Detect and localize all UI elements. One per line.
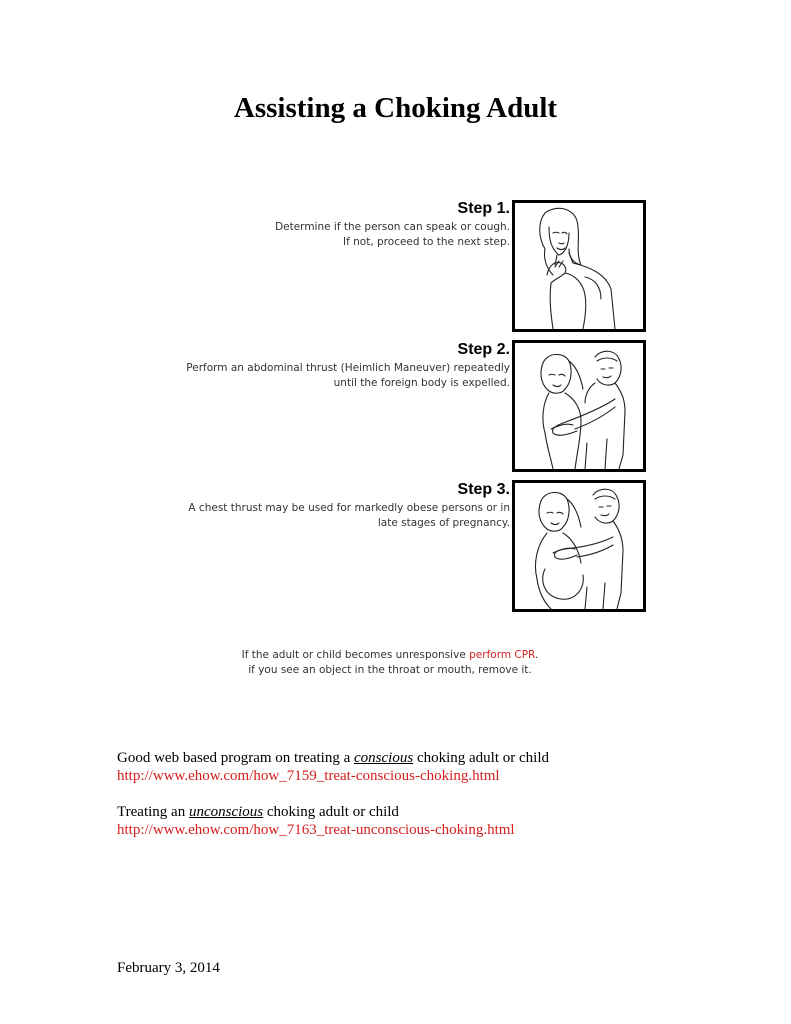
step-1-text [130, 200, 510, 250]
step-3-text [130, 481, 510, 531]
step-2-desc-line1: Perform an abdominal thrust (Heimlich Maneuver) repeatedly [186, 362, 510, 374]
resource-conscious-emphasis: conscious [354, 750, 414, 766]
resource-unconscious-prefix: Treating an [117, 804, 189, 820]
step-3-heading: Step 3. [457, 481, 510, 498]
step-1-desc-line2: If not, proceed to the next step. [343, 236, 510, 248]
perform-cpr-link[interactable]: perform CPR [469, 649, 535, 661]
step-3-desc-line2: late stages of pregnancy. [377, 517, 510, 529]
page-title: Assisting a Choking Adult [233, 92, 558, 124]
step-1-heading: Step 1. [457, 200, 510, 217]
resource-unconscious-suffix: choking adult or child [263, 804, 399, 820]
resource-conscious-link[interactable]: http://www.ehow.com/how_7159_treat-conscious-choking.html [117, 768, 500, 784]
footer-date: February 3, 2014 [117, 960, 220, 976]
step-1-desc-line1: Determine if the person can speak or cough. [275, 221, 510, 233]
resource-unconscious-emphasis: unconscious [188, 804, 264, 820]
step-1-illustration [512, 200, 646, 332]
step-2-illustration [512, 340, 646, 472]
resource-conscious-prefix: Good web based program on treating a [117, 750, 355, 766]
step-2-desc-line2: until the foreign body is expelled. [333, 377, 510, 389]
cpr-note-suffix: . [534, 649, 539, 661]
step-2-heading: Step 2. [457, 341, 510, 358]
cpr-note-line1 [0, 648, 780, 663]
step-2-text [130, 341, 510, 391]
resource-conscious-suffix: choking adult or child [413, 750, 549, 766]
cpr-note-prefix: If the adult or child becomes unresponsive [241, 649, 470, 661]
cpr-note [0, 648, 780, 678]
resource-conscious [117, 749, 549, 785]
resource-unconscious-link[interactable]: http://www.ehow.com/how_7163_treat-unconscious-choking.html [117, 822, 515, 838]
resource-unconscious-desc [117, 803, 515, 821]
step-3-illustration [512, 480, 646, 612]
resource-unconscious [117, 803, 515, 839]
step-3-desc-line1: A chest thrust may be used for markedly obese persons or in [188, 502, 510, 514]
cpr-note-line2: if you see an object in the throat or mouth, remove it. [248, 664, 532, 676]
resource-conscious-desc [117, 749, 549, 767]
